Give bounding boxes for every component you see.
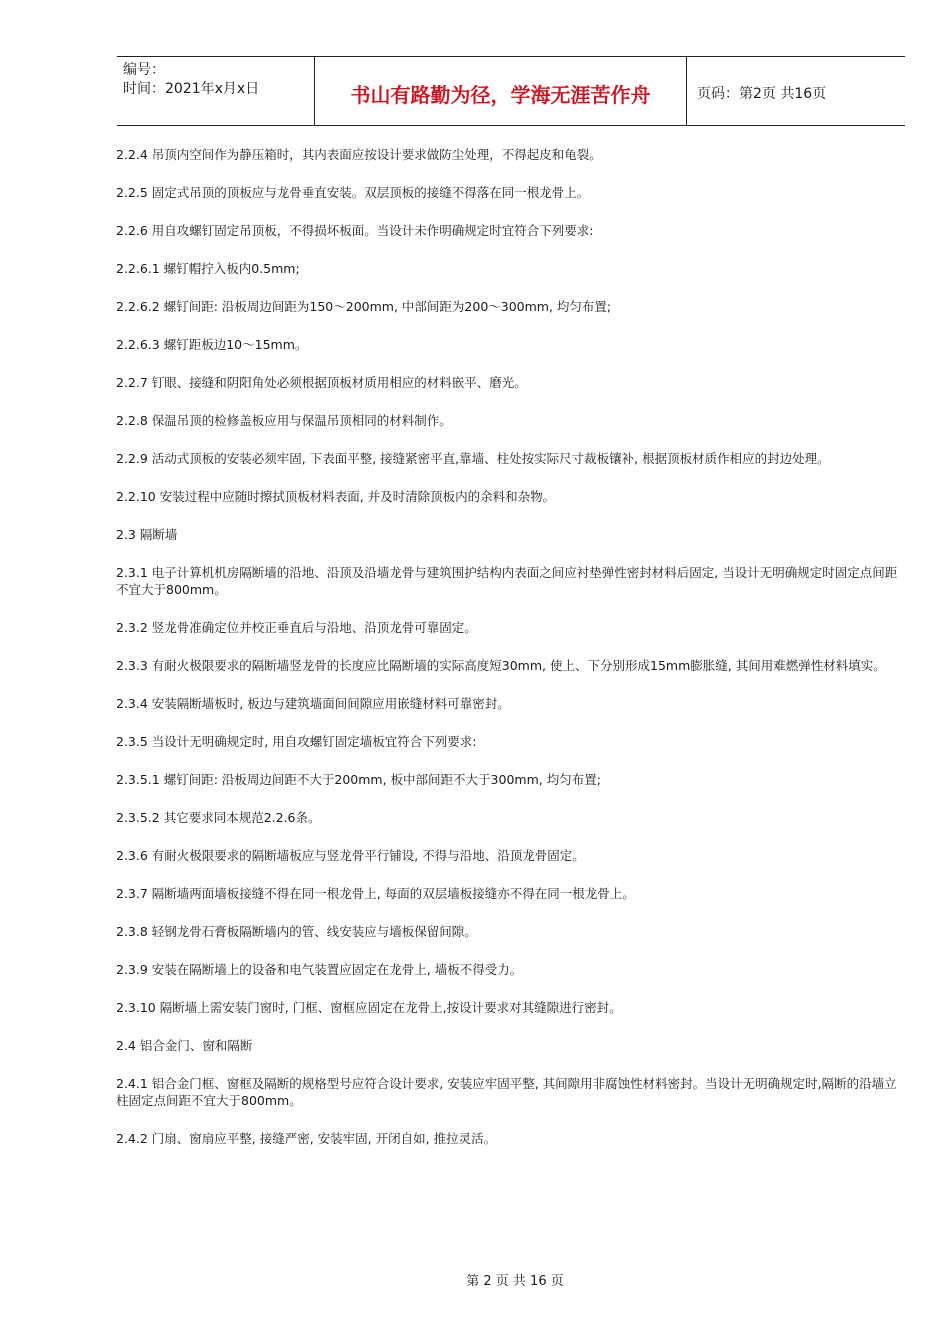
paragraph: 2.3.3 有耐火极限要求的隔断墙竖龙骨的长度应比隔断墙的实际高度短30mm, 使上、下分别形成15mm膨胀缝, 其间用难燃弹性材料填实。 xyxy=(116,658,886,673)
paragraph: 2.2.6.2 螺钉间距: 沿板周边间距为150～200mm, 中部间距为200～300mm, 均匀布置; xyxy=(116,299,612,314)
document-body xyxy=(116,146,902,1168)
paragraph: 2.2.9 活动式顶板的安装必须牢固, 下表面平整, 接缝紧密平直,靠墙、柱处按实际尺寸裁板镶补, 根据顶板材质作相应的封边处理。 xyxy=(116,451,830,466)
header-motto: 书山有路勤为径，学海无涯苦作舟 xyxy=(315,57,687,125)
paragraph: 2.3.2 竖龙骨准确定位并校正垂直后与沿地、沿顶龙骨可靠固定。 xyxy=(116,620,477,635)
paragraph: 2.4.2 门扇、窗扇应平整, 接缝严密, 安装牢固, 开闭自如, 推拉灵活。 xyxy=(116,1131,497,1146)
paragraph: 2.3.8 轻钢龙骨石膏板隔断墙内的管、线安装应与墙板保留间隙。 xyxy=(116,924,477,939)
section-heading: 2.4 铝合金门、窗和隔断 xyxy=(116,1038,253,1053)
paragraph: 2.3.4 安装隔断墙板时, 板边与建筑墙面间间隙应用嵌缝材料可靠密封。 xyxy=(116,696,510,711)
paragraph: 2.3.1 电子计算机机房隔断墙的沿地、沿顶及沿墙龙骨与建筑围护结构内表面之间应衬垫弹性密封材料后固定, 当设计无明确规定时固定点间距不宜大于800mm。 xyxy=(116,565,898,597)
page-header xyxy=(117,56,905,126)
paragraph: 2.3.10 隔断墙上需安装门窗时, 门框、窗框应固定在龙骨上,按设计要求对其缝隙进行密封。 xyxy=(116,1000,622,1015)
header-page-info: 页码：第2页 共16页 xyxy=(697,86,827,102)
paragraph: 2.3.5.1 螺钉间距: 沿板周边间距不大于200mm, 板中部间距不大于300mm, 均匀布置; xyxy=(116,772,601,787)
paragraph: 2.2.6 用自攻螺钉固定吊顶板，不得损坏板面。当设计未作明确规定时宜符合下列要求: xyxy=(116,223,594,238)
paragraph: 2.3.5.2 其它要求同本规范2.2.6条。 xyxy=(116,810,321,825)
section-heading: 2.3 隔断墙 xyxy=(116,527,178,542)
paragraph: 2.2.5 固定式吊顶的顶板应与龙骨垂直安装。双层顶板的接缝不得落在同一根龙骨上。 xyxy=(116,185,590,200)
paragraph: 2.3.5 当设计无明确规定时, 用自攻螺钉固定墙板宜符合下列要求: xyxy=(116,734,477,749)
paragraph: 2.3.6 有耐火极限要求的隔断墙板应与竖龙骨平行铺设, 不得与沿地、沿顶龙骨固定。 xyxy=(116,848,585,863)
paragraph: 2.3.9 安装在隔断墙上的设备和电气装置应固定在龙骨上, 墙板不得受力。 xyxy=(116,962,523,977)
paragraph: 2.2.8 保温吊顶的检修盖板应用与保温吊顶相同的材料制作。 xyxy=(116,413,452,428)
paragraph: 2.2.4 吊顶内空间作为静压箱时，其内表面应按设计要求做防尘处理，不得起皮和龟裂。 xyxy=(116,147,602,162)
paragraph: 2.2.6.3 螺钉距板边10～15mm。 xyxy=(116,337,308,352)
document-number-label: 编号： xyxy=(123,62,165,78)
paragraph: 2.2.6.1 螺钉帽拧入板内0.5mm; xyxy=(116,261,300,276)
page-footer: 第 2 页 共 16 页 xyxy=(466,1274,564,1289)
paragraph: 2.2.7 钉眼、接缝和阴阳角处必须根据顶板材质用相应的材料嵌平、磨光。 xyxy=(116,375,527,390)
header-meta xyxy=(117,57,315,125)
document-time: 时间：2021年x月x日 xyxy=(123,81,260,97)
paragraph: 2.3.7 隔断墙两面墙板接缝不得在同一根龙骨上, 每面的双层墙板接缝亦不得在同一根龙骨上。 xyxy=(116,886,635,901)
paragraph: 2.2.10 安装过程中应随时擦拭顶板材料表面, 并及时清除顶板内的余料和杂物。 xyxy=(116,489,556,504)
paragraph: 2.4.1 铝合金门框、窗框及隔断的规格型号应符合设计要求, 安装应牢固平整, 其间隙用非腐蚀性材料密封。当设计无明确规定时,隔断的沿墙立柱固定点间距不宜大于800mm。 xyxy=(116,1076,897,1108)
